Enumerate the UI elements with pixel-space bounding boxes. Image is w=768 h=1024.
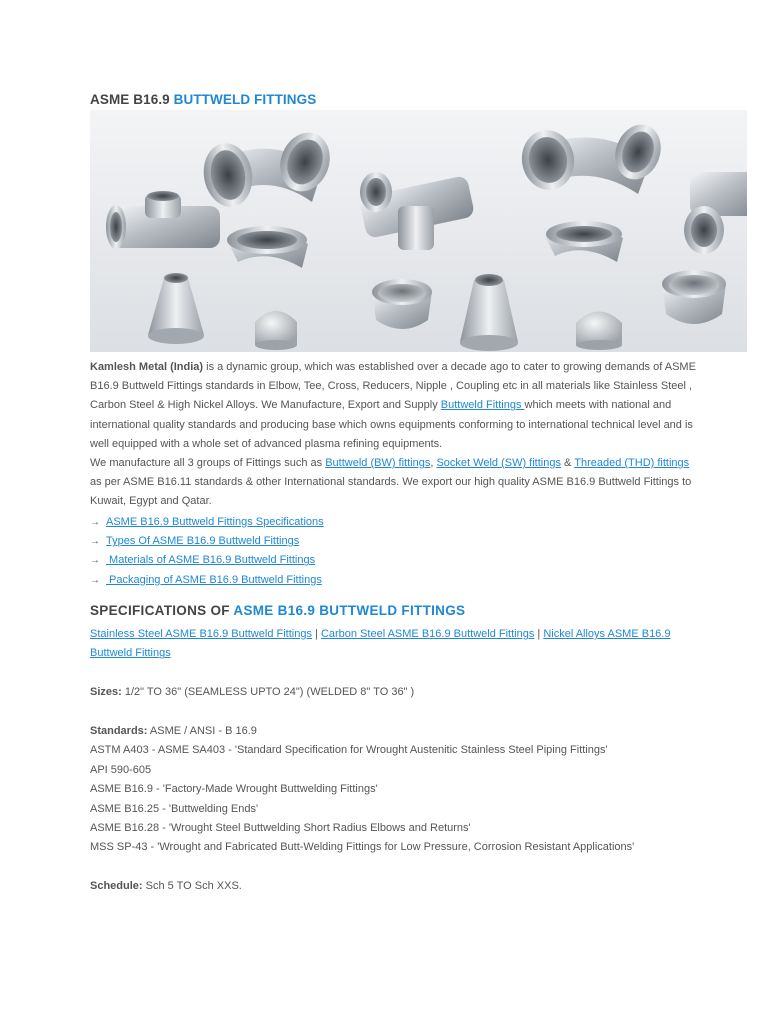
buttweld-fittings-link[interactable]: Buttweld Fittings [440, 399, 525, 412]
title-prefix: ASME B16.9 [90, 92, 174, 107]
cap-left [255, 311, 297, 350]
arrow-right-icon: → [90, 574, 100, 586]
list-item [90, 532, 700, 551]
standard-line: ASME B16.9 - 'Factory-Made Wrought Buttwelding Fittings' [90, 783, 378, 796]
intro-paragraph-1 [90, 358, 700, 454]
carbon-steel-link[interactable]: Carbon Steel ASME B16.9 Buttweld Fittings [320, 628, 535, 640]
cap-right [576, 312, 622, 351]
separator: | [311, 628, 321, 640]
intro-text-1b: which meets with national and international quality standards and producing base which owns equipments conforming to international technical level and is well equipped with a whole set of advanced plasma refining equipments. [90, 399, 693, 450]
intro-text-2a: We manufacture all 3 groups of Fittings such as [90, 457, 326, 470]
specifications-heading [90, 603, 465, 618]
material-links [90, 625, 700, 664]
standard-line: ASTM A403 - ASME SA403 - 'Standard Specification for Wrought Austenitic Stainless Steel Piping Fittings' [90, 744, 608, 757]
types-link[interactable]: Types Of ASME B16.9 Buttweld Fittings [106, 535, 300, 548]
title-accent: BUTTWELD FITTINGS [173, 92, 317, 107]
specifications-link[interactable]: ASME B16.9 Buttweld Fittings Specifications [106, 515, 324, 528]
intro-section [90, 358, 700, 590]
arrow-right-icon: → [90, 516, 100, 528]
standard-line: API 590-605 [90, 763, 152, 776]
list-item [90, 513, 700, 532]
separator: | [534, 628, 544, 640]
company-name: Kamlesh Metal (India) [90, 361, 204, 373]
stainless-steel-link[interactable]: Stainless Steel ASME B16.9 Buttweld Fittings [90, 628, 312, 640]
sizes-value: 1/2" TO 36" (SEAMLESS UPTO 24") (WELDED 8" TO 36" ) [121, 686, 415, 699]
standard-line: MSS SP-43 - 'Wrought and Fabricated Butt-Welding Fittings for Low Pressure, Corrosion Resistant Applications' [90, 841, 635, 854]
page-title [90, 92, 316, 107]
fittings-product-image [90, 110, 747, 352]
intro-paragraph-2 [90, 454, 700, 512]
spacer [90, 858, 700, 877]
specifications-section [90, 625, 700, 897]
separator: & [560, 457, 575, 470]
standard-line: ASME B16.25 - 'Buttwelding Ends' [90, 802, 259, 815]
list-item [90, 551, 700, 570]
packaging-link[interactable]: Packaging of ASME B16.9 Buttweld Fittings [106, 573, 322, 586]
materials-link[interactable]: Materials of ASME B16.9 Buttweld Fittings [106, 554, 316, 567]
cap-open-middle [372, 279, 432, 329]
buttweld-bw-fittings-link[interactable]: Buttweld (BW) fittings [325, 457, 431, 470]
standard-line: ASME B16.28 - 'Wrought Steel Buttwelding Short Radius Elbows and Returns' [90, 822, 471, 835]
separator: , [430, 457, 437, 470]
schedule-row [90, 877, 700, 896]
spacer [90, 703, 700, 722]
spacer [90, 664, 700, 683]
threaded-fittings-link[interactable]: Threaded (THD) fittings [574, 457, 690, 470]
sizes-label: Sizes: [90, 686, 122, 699]
sizes-row [90, 683, 700, 702]
standards-row [90, 722, 700, 741]
socket-weld-fittings-link[interactable]: Socket Weld (SW) fittings [436, 457, 561, 470]
intro-text-1a: is a dynamic group, which was established over a decade ago to cater to growing demands of ASME B16.9 Buttweld Fittings standards in Elbow, Tee, Cross, Reducers, Nipple , Coupling etc in all materials like Stainless Steel , Carbon Steel & High Nickel Alloys. We Manufacture, Export and Supply [90, 361, 696, 412]
arrow-right-icon: → [90, 536, 100, 548]
cap-open-right [662, 270, 726, 324]
section-links-list [90, 513, 700, 591]
spec-title-prefix: SPECIFICATIONS OF [90, 603, 234, 618]
schedule-value: Sch 5 TO Sch XXS. [142, 880, 242, 893]
schedule-label: Schedule: [90, 880, 143, 893]
spec-title-accent: ASME B16.9 BUTTWELD FITTINGS [233, 603, 466, 618]
standards-label: Standards: [90, 725, 148, 737]
arrow-right-icon: → [90, 555, 100, 567]
intro-text-2b: as per ASME B16.11 standards & other International standards. We export our high quality ASME B16.9 Buttweld Fittings to Kuwait, Egypt and Qatar. [90, 476, 692, 508]
list-item [90, 571, 700, 590]
standards-value: ASME / ANSI - B 16.9 [147, 725, 257, 737]
nickel-alloys-link[interactable]: Nickel Alloys ASME B16.9 Buttweld Fittings [90, 628, 671, 660]
